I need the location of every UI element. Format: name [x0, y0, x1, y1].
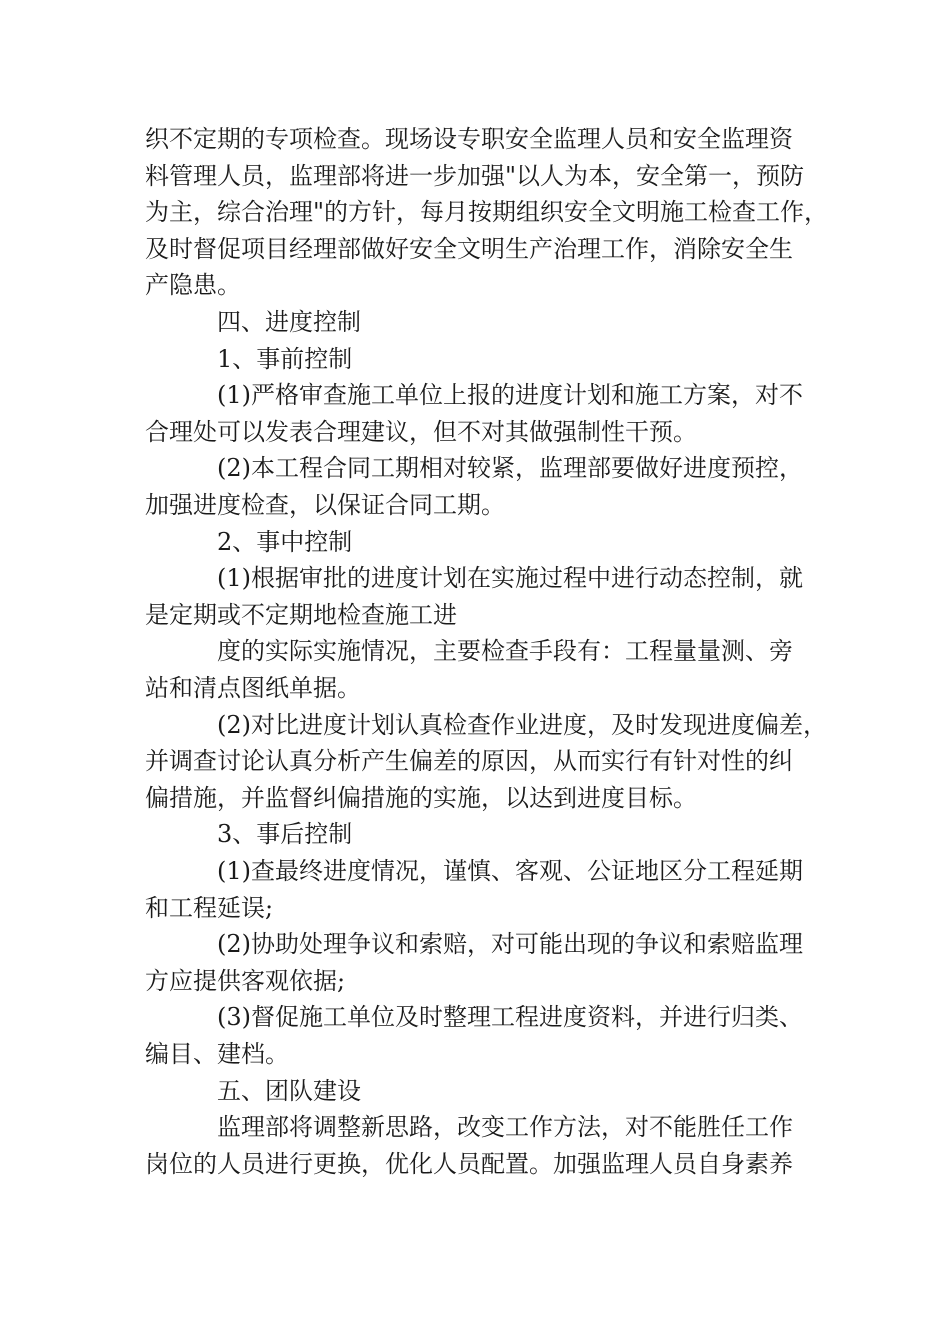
text-line: 并调查讨论认真分析产生偏差的原因，从而实行有针对性的纠: [145, 747, 793, 775]
text-line: 四、进度控制: [217, 308, 361, 336]
text-line: 3、事后控制: [217, 820, 353, 848]
text-line: (2)协助处理争议和索赔，对可能出现的争议和索赔监理: [217, 930, 803, 958]
text-line: 五、团队建设: [217, 1077, 361, 1105]
text-line: 和工程延误;: [145, 894, 274, 922]
text-line: (3)督促施工单位及时整理工程进度资料，并进行归类、: [217, 1003, 803, 1031]
text-line: 加强进度检查，以保证合同工期。: [145, 491, 505, 519]
text-line: 度的实际实施情况，主要检查手段有：工程量量测、旁: [217, 637, 793, 665]
text-line: 监理部将调整新思路，改变工作方法，对不能胜任工作: [217, 1113, 793, 1141]
text-line: 站和清点图纸单据。: [145, 674, 361, 702]
text-line: 岗位的人员进行更换，优化人员配置。加强监理人员自身素养: [145, 1150, 793, 1178]
text-line: 产隐患。: [145, 271, 241, 299]
text-line: 偏措施，并监督纠偏措施的实施，以达到进度目标。: [145, 784, 697, 812]
text-line: (2)对比进度计划认真检查作业进度，及时发现进度偏差，: [217, 711, 827, 739]
text-line: 方应提供客观依据;: [145, 967, 346, 995]
text-line: 2、事中控制: [217, 528, 353, 556]
text-line: 是定期或不定期地检查施工进: [145, 601, 457, 629]
text-line: 料管理人员，监理部将进一步加强"以人为本，安全第一，预防: [145, 162, 805, 190]
text-line: 织不定期的专项检查。现场设专职安全监理人员和安全监理资: [145, 125, 793, 153]
text-line: 合理处可以发表合理建议，但不对其做强制性干预。: [145, 418, 697, 446]
text-line: (1)查最终进度情况，谨慎、客观、公证地区分工程延期: [217, 857, 803, 885]
text-line: 为主，综合治理"的方针，每月按期组织安全文明施工检查工作，: [145, 198, 829, 226]
text-line: 编目、建档。: [145, 1040, 289, 1068]
text-line: (1)根据审批的进度计划在实施过程中进行动态控制，就: [217, 564, 803, 592]
text-line: 1、事前控制: [217, 345, 353, 373]
text-line: (2)本工程合同工期相对较紧，监理部要做好进度预控，: [217, 454, 803, 482]
text-line: (1)严格审查施工单位上报的进度计划和施工方案，对不: [217, 381, 803, 409]
text-line: 及时督促项目经理部做好安全文明生产治理工作，消除安全生: [145, 235, 793, 263]
